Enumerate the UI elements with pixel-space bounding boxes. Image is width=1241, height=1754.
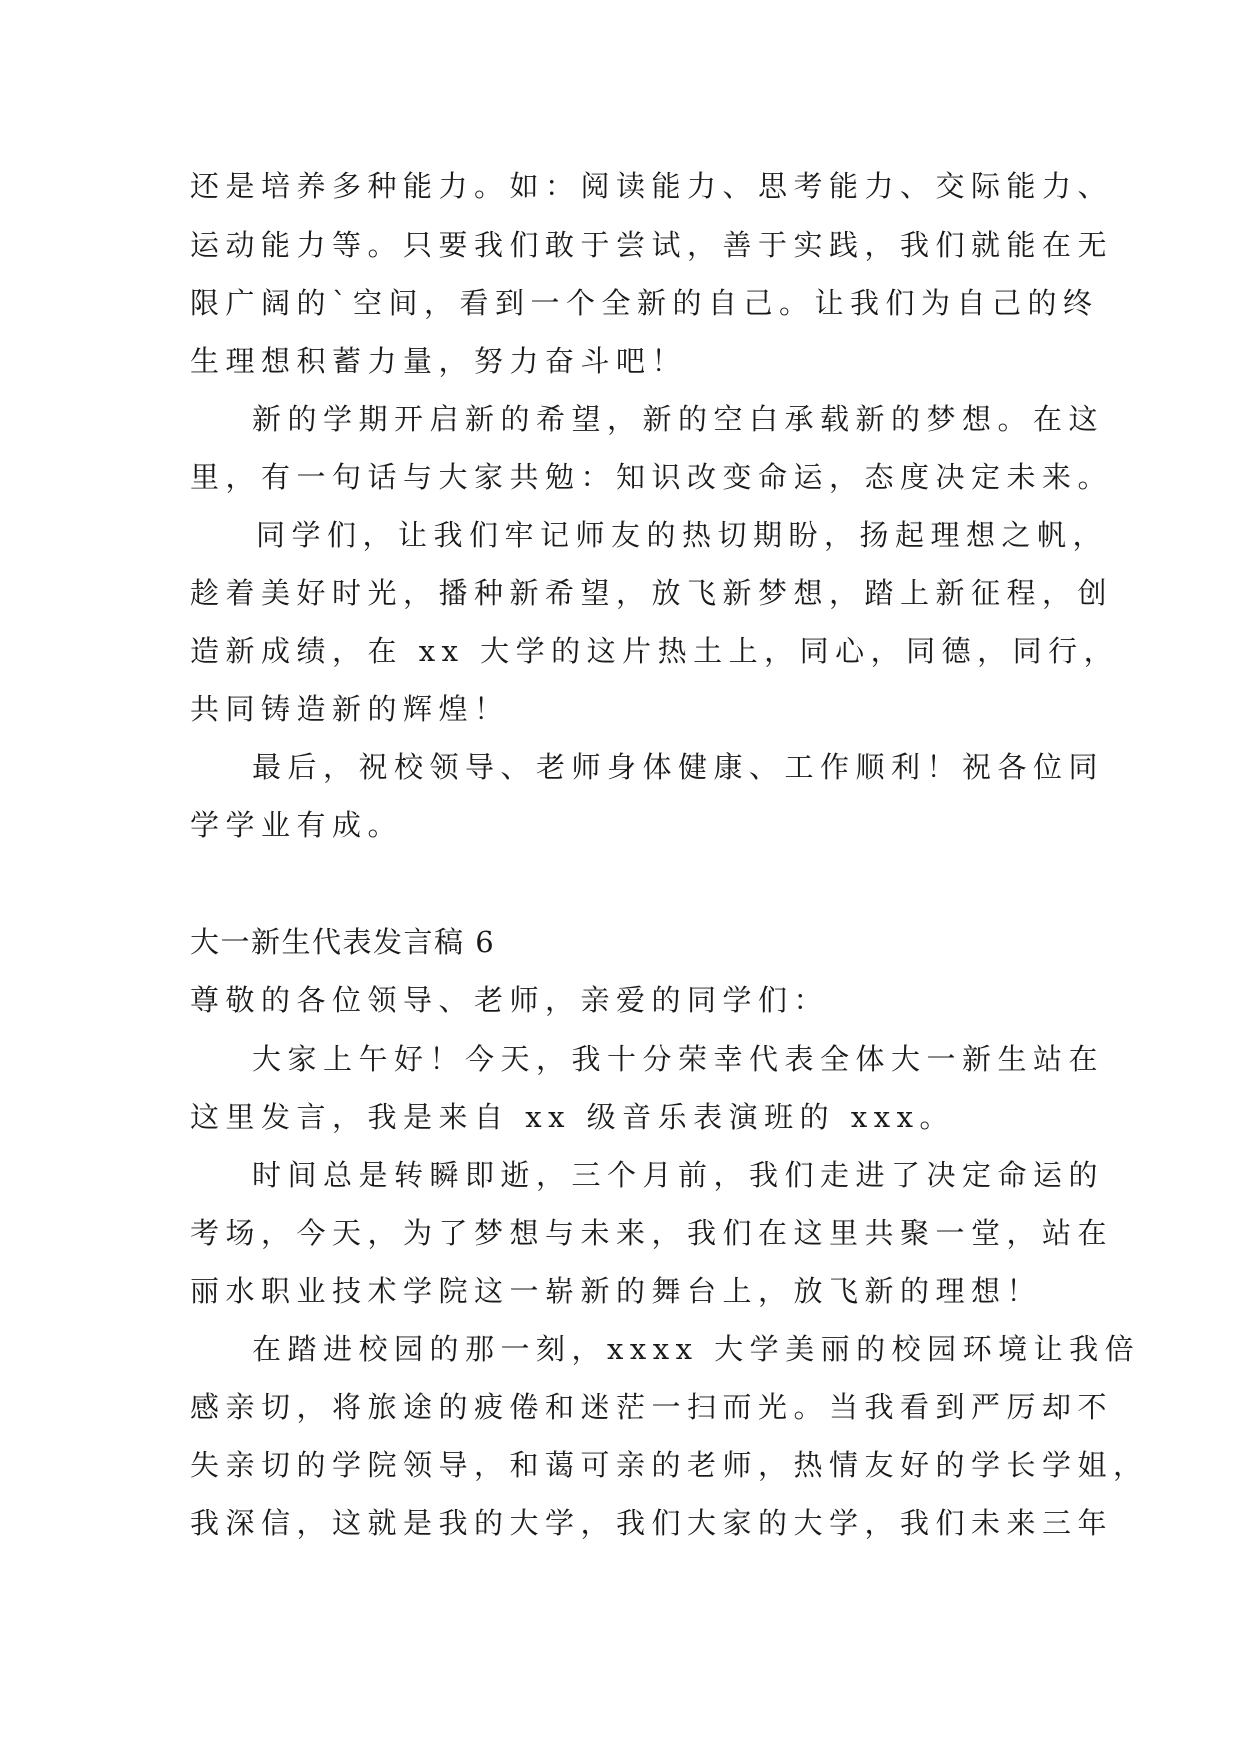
text-line: 最后，祝校领导、老师身体健康、工作顺利！祝各位同 <box>252 750 1105 784</box>
text-line: 感亲切，将旅途的疲倦和迷茫一扫而光。当我看到严厉却不 <box>190 1390 1114 1424</box>
text-line: 这里发言，我是来自 xx 级音乐表演班的 xxx。 <box>190 1100 955 1134</box>
text-line: 造新成绩，在 xx 大学的这片热土上，同心，同德，同行， <box>190 634 1120 668</box>
text-line: 学学业有成。 <box>190 808 404 842</box>
text-line: 丽水职业技术学院这一崭新的舞台上，放飞新的理想！ <box>190 1274 1043 1308</box>
salutation: 尊敬的各位领导、老师，亲爱的同学们： <box>190 983 830 1017</box>
text-line: 趁着美好时光，播种新希望，放飞新梦想，踏上新征程，创 <box>190 576 1114 610</box>
text-line: 限广阔的`空间，看到一个全新的自己。让我们为自己的终 <box>190 286 1099 320</box>
text-line: 在踏进校园的那一刻，xxxx 大学美丽的校园环境让我倍 <box>252 1332 1141 1366</box>
text-line: 我深信，这就是我的大学，我们大家的大学，我们未来三年 <box>190 1506 1114 1540</box>
text-line: 生理想积蓄力量，努力奋斗吧！ <box>190 344 688 378</box>
text-line: 考场，今天，为了梦想与未来，我们在这里共聚一堂，站在 <box>190 1216 1114 1250</box>
text-line: 同学们，让我们牢记师友的热切期盼，扬起理想之帆， <box>256 518 1109 552</box>
text-line: 运动能力等。只要我们敢于尝试，善于实践，我们就能在无 <box>190 228 1114 262</box>
text-line: 大家上午好！今天，我十分荣幸代表全体大一新生站在 <box>252 1042 1105 1076</box>
text-line: 共同铸造新的辉煌！ <box>190 692 510 726</box>
section-heading: 大一新生代表发言稿 6 <box>190 925 496 959</box>
text-line: 时间总是转瞬即逝，三个月前，我们走进了决定命运的 <box>252 1158 1105 1192</box>
text-line: 还是培养多种能力。如：阅读能力、思考能力、交际能力、 <box>190 169 1114 203</box>
text-line: 失亲切的学院领导，和蔼可亲的老师，热情友好的学长学姐， <box>190 1448 1149 1482</box>
text-line: 里，有一句话与大家共勉：知识改变命运，态度决定未来。 <box>190 460 1114 494</box>
text-line: 新的学期开启新的希望，新的空白承载新的梦想。在这 <box>252 402 1105 436</box>
